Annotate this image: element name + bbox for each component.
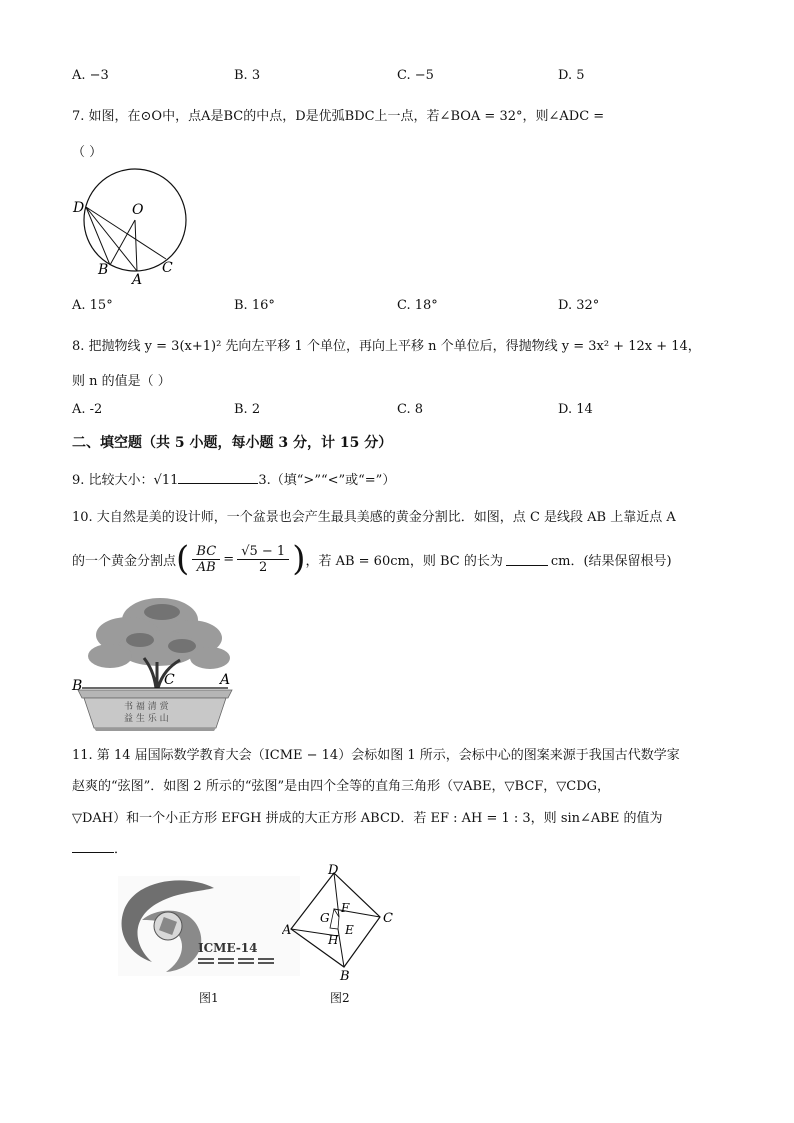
q8-stem2: 则 n 的值是（ ）	[72, 374, 171, 389]
q11-line4	[72, 838, 127, 857]
q11-line1: 11. 第 14 届国际数学教育大会（ICME − 14）会标如图 1 所示，会标中心的图案来源于我国古代数学家	[72, 748, 680, 763]
label-g: G	[320, 911, 330, 925]
label-c: C	[383, 911, 393, 926]
q7-option-d: D. 32°	[558, 298, 600, 313]
logo-text: ICME-14	[198, 941, 258, 955]
frac-left	[192, 544, 220, 575]
q9-suffix: 3.（填“>”“<”或“=”）	[258, 473, 396, 488]
frac-right	[237, 544, 289, 575]
q10-line2	[72, 534, 672, 584]
q11-line2: 赵爽的“弦图”．如图 2 所示的“弦图”是由四个全等的直角三角形（▽ABE，▽BCF，▽CDG，	[72, 779, 611, 794]
frac-left-den: AB	[196, 559, 216, 575]
q11-line4-end: ．	[114, 842, 128, 857]
q9-prefix: 9. 比较大小：√11	[72, 473, 179, 488]
q10-line2-b: ，若 AB = 60cm，则 BC 的长为	[305, 553, 503, 569]
q8-option-c: C. 8	[397, 402, 424, 417]
label-o: O	[132, 202, 144, 218]
q7-stem: 7. 如图，在⊙O中，点A是BC的中点，D是优弧BDC上一点，若∠BOA = 32°，则∠ADC =	[72, 109, 605, 124]
paren-right: )	[292, 539, 306, 579]
section-title: 二、填空题（共 5 小题，每小题 3 分，计 15 分）	[72, 435, 393, 451]
q8-option-d: D. 14	[558, 402, 593, 417]
q6-option-b: B. 3	[234, 68, 261, 83]
q7-circle-figure	[70, 168, 200, 286]
chord-dc	[86, 207, 166, 259]
label-b: B	[72, 678, 83, 694]
q8-option-b: B. 2	[234, 402, 261, 417]
fig2-caption: 图2	[330, 991, 350, 1005]
q7-option-b: B. 16°	[234, 298, 275, 313]
bonsai-figure	[70, 590, 240, 732]
label-d: D	[328, 863, 339, 878]
q7-option-a: A. 15°	[72, 298, 113, 313]
q9-blank	[178, 471, 258, 484]
label-d: D	[73, 200, 85, 216]
q10-blank	[506, 553, 548, 566]
label-c: C	[162, 260, 173, 276]
q10-line2-c: cm．(结果保留根号)	[550, 553, 672, 569]
label-a: A	[220, 672, 231, 688]
radius-oa	[135, 220, 137, 271]
label-a: A	[282, 923, 292, 938]
q8-stem: 8. 把抛物线 y = 3(x+1)² 先向左平移 1 个单位，再向上平移 n 个单位后，得抛物线 y = 3x² + 12x + 14，	[72, 339, 701, 354]
pot-text-2: 益 生 乐 山	[124, 714, 169, 724]
q11-line3: ▽DAH）和一个小正方形 EFGH 拼成的大正方形 ABCD．若 EF : AH = 1 : 3，则 sin∠ABE 的值为	[72, 811, 663, 826]
q7-paren: （ ）	[72, 145, 103, 160]
fig1-caption: 图1	[199, 991, 219, 1005]
label-b: B	[340, 969, 350, 984]
q8-option-a: A. -2	[72, 402, 103, 417]
frac-eq: =	[223, 551, 235, 567]
q11-blank	[72, 840, 114, 853]
label-b: B	[98, 262, 109, 278]
pot-text-1: 书 福 清 赏	[124, 702, 169, 712]
label-c: C	[164, 672, 175, 688]
q6-option-d: D. 5	[558, 68, 585, 83]
q10-line2-a: 的一个黄金分割点	[72, 553, 177, 569]
q10-line1: 10. 大自然是美的设计师，一个盆景也会产生最具美感的黄金分割比．如图，点 C 是线段 AB 上靠近点 A	[72, 510, 676, 525]
chord-db	[86, 207, 110, 265]
paren-left: (	[176, 539, 190, 579]
q6-option-a: A. −3	[72, 68, 109, 83]
q9-line	[72, 469, 395, 488]
frac-right-den: 2	[259, 559, 268, 575]
q7-option-c: C. 18°	[397, 298, 438, 313]
label-h: H	[328, 933, 339, 947]
label-f: F	[341, 901, 350, 915]
q6-option-c: C. −5	[397, 68, 434, 83]
line-be	[338, 929, 344, 967]
frac-right-num: √5 − 1	[241, 543, 286, 559]
icme-logo-figure	[118, 876, 300, 976]
xian-diagram	[282, 862, 402, 984]
label-e: E	[345, 923, 354, 937]
frac-left-num: BC	[196, 543, 217, 559]
square-efgh	[330, 909, 339, 929]
label-a: A	[132, 272, 143, 286]
